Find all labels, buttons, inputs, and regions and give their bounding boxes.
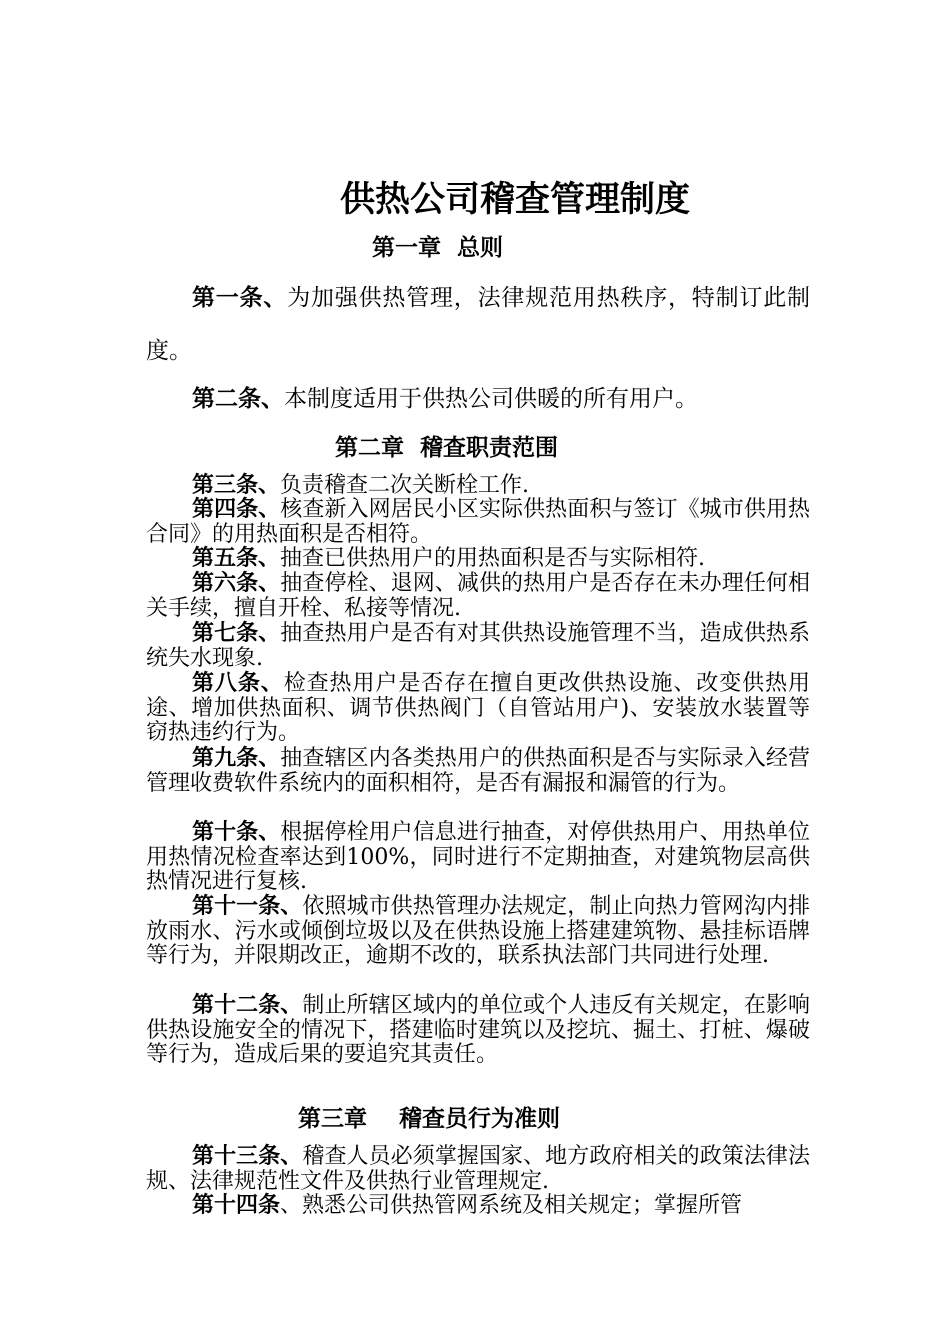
article-text: 抽查已供热用户的用热面积是否与实际相符. <box>280 546 706 571</box>
article-text: 抽查热用户是否有对其供热设施管理不当，造成供热系统失水现象. <box>146 621 810 671</box>
article-label: 第十条、 <box>192 820 281 845</box>
article-label: 第一条、 <box>192 285 288 311</box>
document-title: 供热公司稽查管理制度 <box>339 180 690 220</box>
article <box>146 747 810 796</box>
article-text: 制止所辖区域内的单位或个人违反有关规定，在影响供热设施安全的情况下，搭建临时建筑以及挖坑、掘土、打桩、爆破等行为，造成后果的要追究其责任。 <box>146 993 810 1067</box>
article-label: 第七条、 <box>192 621 281 646</box>
chapter-heading: 第二章 稽查职责范围 <box>335 435 559 461</box>
article-text: 稽查人员必须掌握国家、地方政府相关的政策法律法规、法律规范性文件及供热行业管理规定. <box>146 1144 810 1194</box>
article-label: 第六条、 <box>192 571 281 596</box>
article <box>146 572 810 621</box>
chapter-heading: 第一章 总则 <box>372 235 504 261</box>
article-label: 第十四条 <box>192 1193 281 1218</box>
article <box>146 547 810 572</box>
article-label: 第八条、 <box>192 671 284 696</box>
article-text: 、熟悉公司供热管网系统及相关规定；掌握所管 <box>280 1193 743 1218</box>
article <box>146 272 810 378</box>
article-text: 核查新入网居民小区实际供热面积与签订《城市供用热合同》的用热面积是否相符。 <box>146 497 810 547</box>
article-label: 第五条、 <box>192 546 281 571</box>
article-label: 第九条、 <box>192 746 281 771</box>
article-text: 负责稽查二次关断栓工作. <box>280 473 530 498</box>
article-text: 为加强供热管理，法律规范用热秩序，特制订此制度。 <box>146 285 811 364</box>
article <box>146 622 810 671</box>
article-label: 第二条、 <box>192 386 284 412</box>
article-text: 依照城市供热管理办法规定，制止向热力管网沟内排放雨水、污水或倾倒垃圾以及在供热设施上搭建建筑物、悬挂标语牌等行为，并限期改正，逾期不改的，联系执法部门共同进行处理. <box>146 894 810 968</box>
article <box>146 994 810 1068</box>
article-label: 第十二条、 <box>192 993 303 1018</box>
article-text: 本制度适用于供热公司供暖的所有用户。 <box>284 386 698 412</box>
article-label: 第十三条、 <box>192 1144 303 1169</box>
article-label: 第四条、 <box>192 497 281 522</box>
article-label: 第十一条、 <box>192 894 303 919</box>
article-text: 检查热用户是否存在擅自更改供热设施、改变供热用途、增加供热面积、调节供热阀门（自管站用户)、安装放水装置等窃热违约行为。 <box>146 671 810 745</box>
article <box>146 498 810 547</box>
article-text: 抽查辖区内各类热用户的供热面积是否与实际录入经营管理收费软件系统内的面积相符，是否有漏报和漏管的行为。 <box>146 746 810 796</box>
article <box>146 672 810 746</box>
article <box>146 895 810 969</box>
article <box>146 821 810 895</box>
article-text: 抽查停栓、退网、减供的热用户是否存在未办理任何相关手续，擅自开栓、私接等情况. <box>146 571 810 621</box>
article <box>146 1194 810 1219</box>
article <box>146 474 810 499</box>
chapter-heading: 第三章 稽查员行为准则 <box>298 1106 561 1132</box>
article <box>146 1145 810 1194</box>
article <box>146 373 810 426</box>
article-label: 第三条、 <box>192 473 281 498</box>
article-text: 根据停栓用户信息进行抽查，对停供热用户、用热单位用热情况检查率达到100%，同时进行不定期抽查，对建筑物层高供热情况进行复核. <box>146 820 810 894</box>
